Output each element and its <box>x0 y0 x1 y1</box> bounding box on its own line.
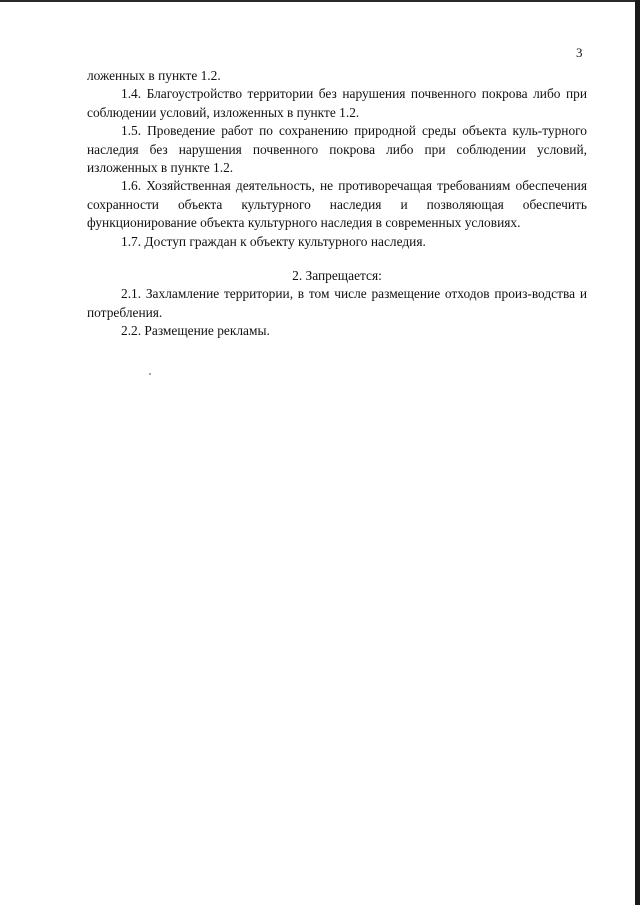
paragraph-2-2: 2.2. Размещение рекламы. <box>121 323 270 339</box>
scan-speck <box>149 373 151 375</box>
paragraph-continuation: ложенных в пункте 1.2. <box>87 68 221 83</box>
paragraph-1-6: 1.6. Хозяйственная деятельность, не противоречащая требованиям обеспечения сохранности объекта культурного наследия и позволяющая обеспечить функционирование объекта культурного наследия в современных условиях. <box>87 178 587 231</box>
scan-edge-right <box>635 0 640 905</box>
paragraph-1-7: 1.7. Доступ граждан к объекту культурного наследия. <box>121 233 426 249</box>
scan-edge-top <box>0 0 640 2</box>
page-number: 3 <box>576 45 583 60</box>
section-heading-prohibited: 2. Запрещается: <box>292 268 382 284</box>
document-body <box>87 67 587 341</box>
paragraph-2-1: 2.1. Захламление территории, в том числе размещение отходов произ-водства и потребления. <box>87 286 587 320</box>
paragraph-1-4: 1.4. Благоустройство территории без нарушения почвенного покрова либо при соблюдении условий, изложенных в пункте 1.2. <box>87 86 587 120</box>
paragraph-1-5: 1.5. Проведение работ по сохранению природной среды объекта куль-турного наследия без нарушения почвенного покрова либо при соблюдении условий, изложенных в пункте 1.2. <box>87 123 587 176</box>
